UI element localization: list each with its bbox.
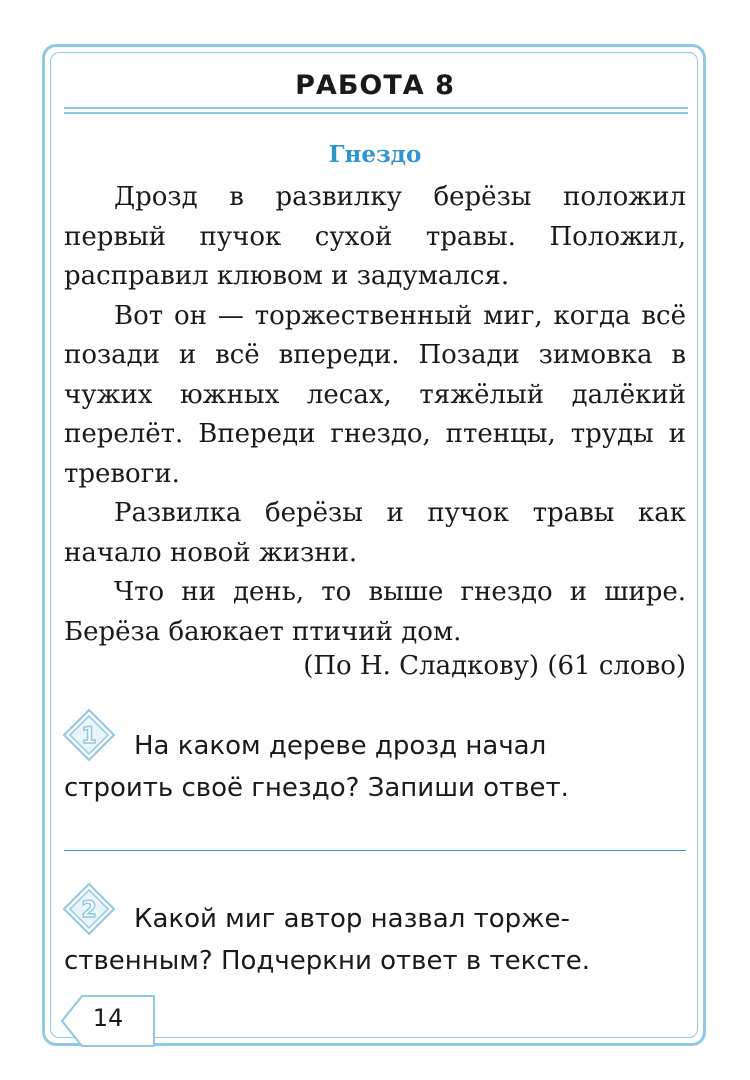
question-2-line-2: ственным? Подчеркни ответ в тексте. [64,946,591,976]
story-paragraph: Вот он — торжественный миг, когда всё позади и всё впереди. Позади зимовка в чужих южных лесах, тяжёлый далёкий перелёт. Впереди гнездо, птенцы, труды и тревоги. [64,300,686,489]
story-paragraph: Развилка берёзы и пучок травы как начало новой жизни. [64,498,686,568]
question-1-line-1: На каком дереве дрозд начал [134,731,547,761]
story-text [64,178,686,652]
story-paragraph: Дрозд в развилку берёзы положил первый пучок сухой травы. Положил, расправил клювом и задумался. [64,182,686,291]
question-1 [64,725,686,809]
title-rule-bottom [64,112,688,114]
question-1-number: 1 [81,724,97,749]
story-source: (По Н. Сладкову) (61 слово) [303,651,686,681]
question-2-number: 2 [81,898,97,923]
answer-line-1[interactable] [64,850,686,851]
story-paragraph: Что ни день, то выше гнездо и шире. Берёза баюкает птичий дом. [64,577,686,647]
title-rule-top [64,107,688,109]
page-title: РАБОТА 8 [295,70,455,101]
question-1-line-2: строить своё гнездо? Запиши ответ. [64,773,569,803]
page-number: 14 [92,1004,124,1032]
question-2-line-1: Какой миг автор назвал торже- [134,904,570,934]
question-2 [64,898,686,982]
story-heading: Гнездо [328,141,422,168]
